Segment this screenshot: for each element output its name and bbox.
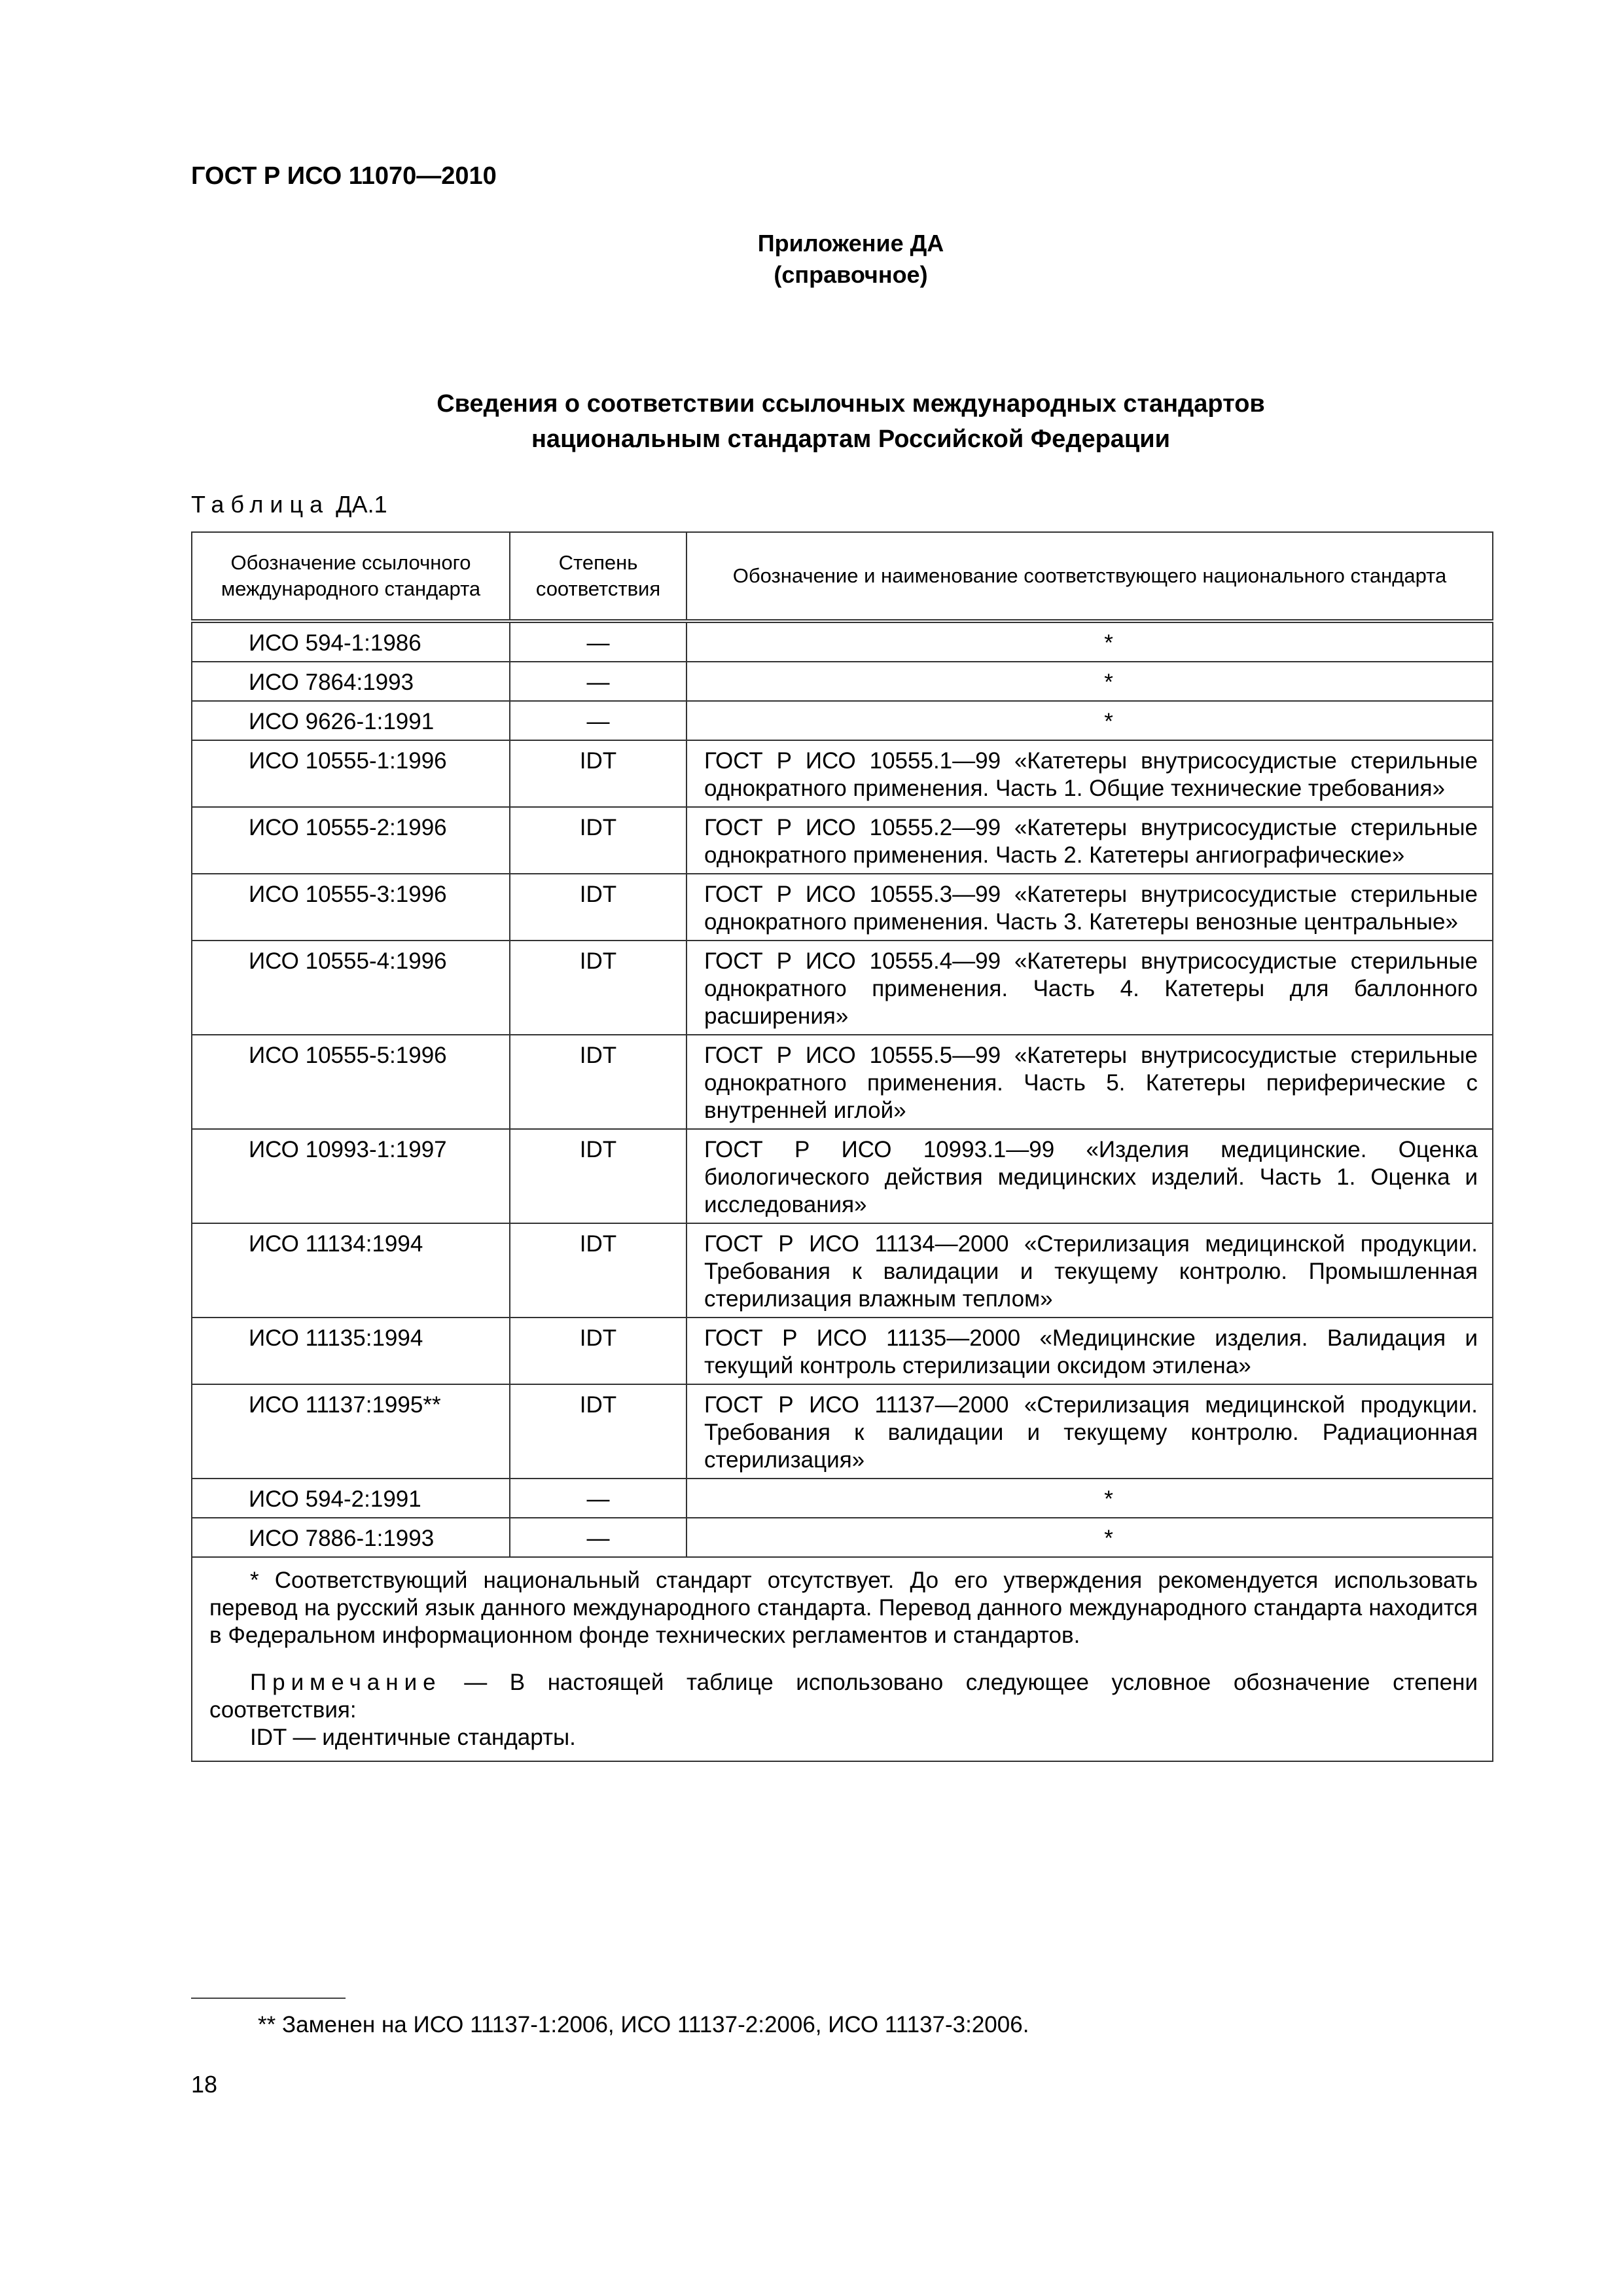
degree-cell: IDT [510, 1384, 687, 1479]
table-caption-id: ДА.1 [336, 491, 387, 518]
national-standard-cell: ГОСТ Р ИСО 10555.4—99 «Катетеры внутрисосудистые стерильные однократного применения. Часть 4. Катетеры для баллонного расширения» [687, 941, 1493, 1035]
degree-cell: — [510, 701, 687, 740]
intl-standard-cell: ИСО 7886-1:1993 [192, 1518, 510, 1557]
national-standard-cell: ГОСТ Р ИСО 11137—2000 «Стерилизация медицинской продукции. Требования к валидации и текущему контролю. Радиационная стерилизация» [687, 1384, 1493, 1479]
table-row [192, 1129, 1493, 1223]
table-row [192, 874, 1493, 941]
national-standard-cell: * [687, 1479, 1493, 1518]
table-row [192, 1223, 1493, 1318]
column-header-intl: Обозначение ссылочного международного стандарта [192, 532, 510, 621]
footnote-separator [191, 1998, 346, 1999]
table-header-row [192, 532, 1493, 621]
intl-standard-cell: ИСО 10555-3:1996 [192, 874, 510, 941]
table-row [192, 1479, 1493, 1518]
intl-standard-cell: ИСО 10993-1:1997 [192, 1129, 510, 1223]
intl-standard-cell: ИСО 11135:1994 [192, 1318, 510, 1384]
intl-standard-cell: ИСО 7864:1993 [192, 662, 510, 701]
table-row [192, 662, 1493, 701]
national-standard-cell: * [687, 1518, 1493, 1557]
table-row [192, 1035, 1493, 1129]
national-standard-cell: ГОСТ Р ИСО 10555.2—99 «Катетеры внутрисосудистые стерильные однократного применения. Часть 2. Катетеры ангиографические» [687, 807, 1493, 874]
national-standard-cell: * [687, 621, 1493, 662]
degree-cell: — [510, 1479, 687, 1518]
national-standard-cell: * [687, 662, 1493, 701]
table-footer-row [192, 1557, 1493, 1761]
document-code-header: ГОСТ Р ИСО 11070—2010 [191, 162, 497, 190]
page-number: 18 [191, 2071, 218, 2098]
intl-standard-cell: ИСО 11137:1995** [192, 1384, 510, 1479]
idt-definition: IDT — идентичные стандарты. [250, 1725, 576, 1750]
note-text: — В настоящей таблице использовано следующее условное обозначение степени соответствия: [209, 1670, 1478, 1723]
intl-standard-cell: ИСО 10555-2:1996 [192, 807, 510, 874]
degree-cell: — [510, 1518, 687, 1557]
intl-standard-cell: ИСО 9626-1:1991 [192, 701, 510, 740]
degree-cell: IDT [510, 1223, 687, 1318]
table-caption [191, 491, 387, 518]
degree-cell: IDT [510, 874, 687, 941]
table-row [192, 621, 1493, 662]
annex-kind: (справочное) [774, 261, 928, 288]
main-title-line-2: национальным стандартам Российской Федерации [531, 425, 1170, 453]
column-header-national: Обозначение и наименование соответствующего национального стандарта [687, 532, 1493, 621]
table-row [192, 807, 1493, 874]
main-title-line-1: Сведения о соответствии ссылочных международных стандартов [437, 390, 1265, 418]
intl-standard-cell: ИСО 10555-1:1996 [192, 740, 510, 807]
star-note: * Соответствующий национальный стандарт отсутствует. До его утверждения рекомендуется использовать перевод на русский язык данного международного стандарта. Перевод данного международного стандарта находится в Федеральном информационном фонде технических регламентов и стандартов. [209, 1568, 1478, 1648]
correspondence-table [191, 531, 1493, 1762]
national-standard-cell: ГОСТ Р ИСО 10993.1—99 «Изделия медицинские. Оценка биологического действия медицинских изделий. Часть 1. Оценка и исследования» [687, 1129, 1493, 1223]
intl-standard-cell: ИСО 10555-4:1996 [192, 941, 510, 1035]
national-standard-cell: ГОСТ Р ИСО 10555.5—99 «Катетеры внутрисосудистые стерильные однократного применения. Часть 5. Катетеры периферические с внутренней иглой» [687, 1035, 1493, 1129]
table-footer [192, 1557, 1493, 1761]
annex-title: Приложение ДА [757, 230, 944, 257]
degree-cell: — [510, 662, 687, 701]
degree-cell: — [510, 621, 687, 662]
table-row [192, 701, 1493, 740]
degree-cell: IDT [510, 807, 687, 874]
intl-standard-cell: ИСО 594-1:1986 [192, 621, 510, 662]
degree-cell: IDT [510, 1129, 687, 1223]
national-standard-cell: * [687, 701, 1493, 740]
national-standard-cell: ГОСТ Р ИСО 11135—2000 «Медицинские изделия. Валидация и текущий контроль стерилизации оксидом этилена» [687, 1318, 1493, 1384]
table-row [192, 1518, 1493, 1557]
table-caption-word: Таблица [191, 491, 330, 518]
degree-cell: IDT [510, 941, 687, 1035]
national-standard-cell: ГОСТ Р ИСО 10555.3—99 «Катетеры внутрисосудистые стерильные однократного применения. Часть 3. Катетеры венозные центральные» [687, 874, 1493, 941]
table-row [192, 941, 1493, 1035]
footnote: ** Заменен на ИСО 11137-1:2006, ИСО 11137-2:2006, ИСО 11137-3:2006. [258, 2012, 1029, 2037]
degree-cell: IDT [510, 1318, 687, 1384]
table-row [192, 740, 1493, 807]
table-row [192, 1384, 1493, 1479]
national-standard-cell: ГОСТ Р ИСО 10555.1—99 «Катетеры внутрисосудистые стерильные однократного применения. Часть 1. Общие технические требования» [687, 740, 1493, 807]
intl-standard-cell: ИСО 10555-5:1996 [192, 1035, 510, 1129]
note-paragraph [209, 1669, 1478, 1724]
intl-standard-cell: ИСО 594-2:1991 [192, 1479, 510, 1518]
degree-cell: IDT [510, 1035, 687, 1129]
degree-cell: IDT [510, 740, 687, 807]
intl-standard-cell: ИСО 11134:1994 [192, 1223, 510, 1318]
note-word: Примечание [250, 1670, 442, 1695]
table-row [192, 1318, 1493, 1384]
column-header-degree: Степень соответствия [510, 532, 687, 621]
national-standard-cell: ГОСТ Р ИСО 11134—2000 «Стерилизация медицинской продукции. Требования к валидации и текущему контролю. Промышленная стерилизация влажным теплом» [687, 1223, 1493, 1318]
